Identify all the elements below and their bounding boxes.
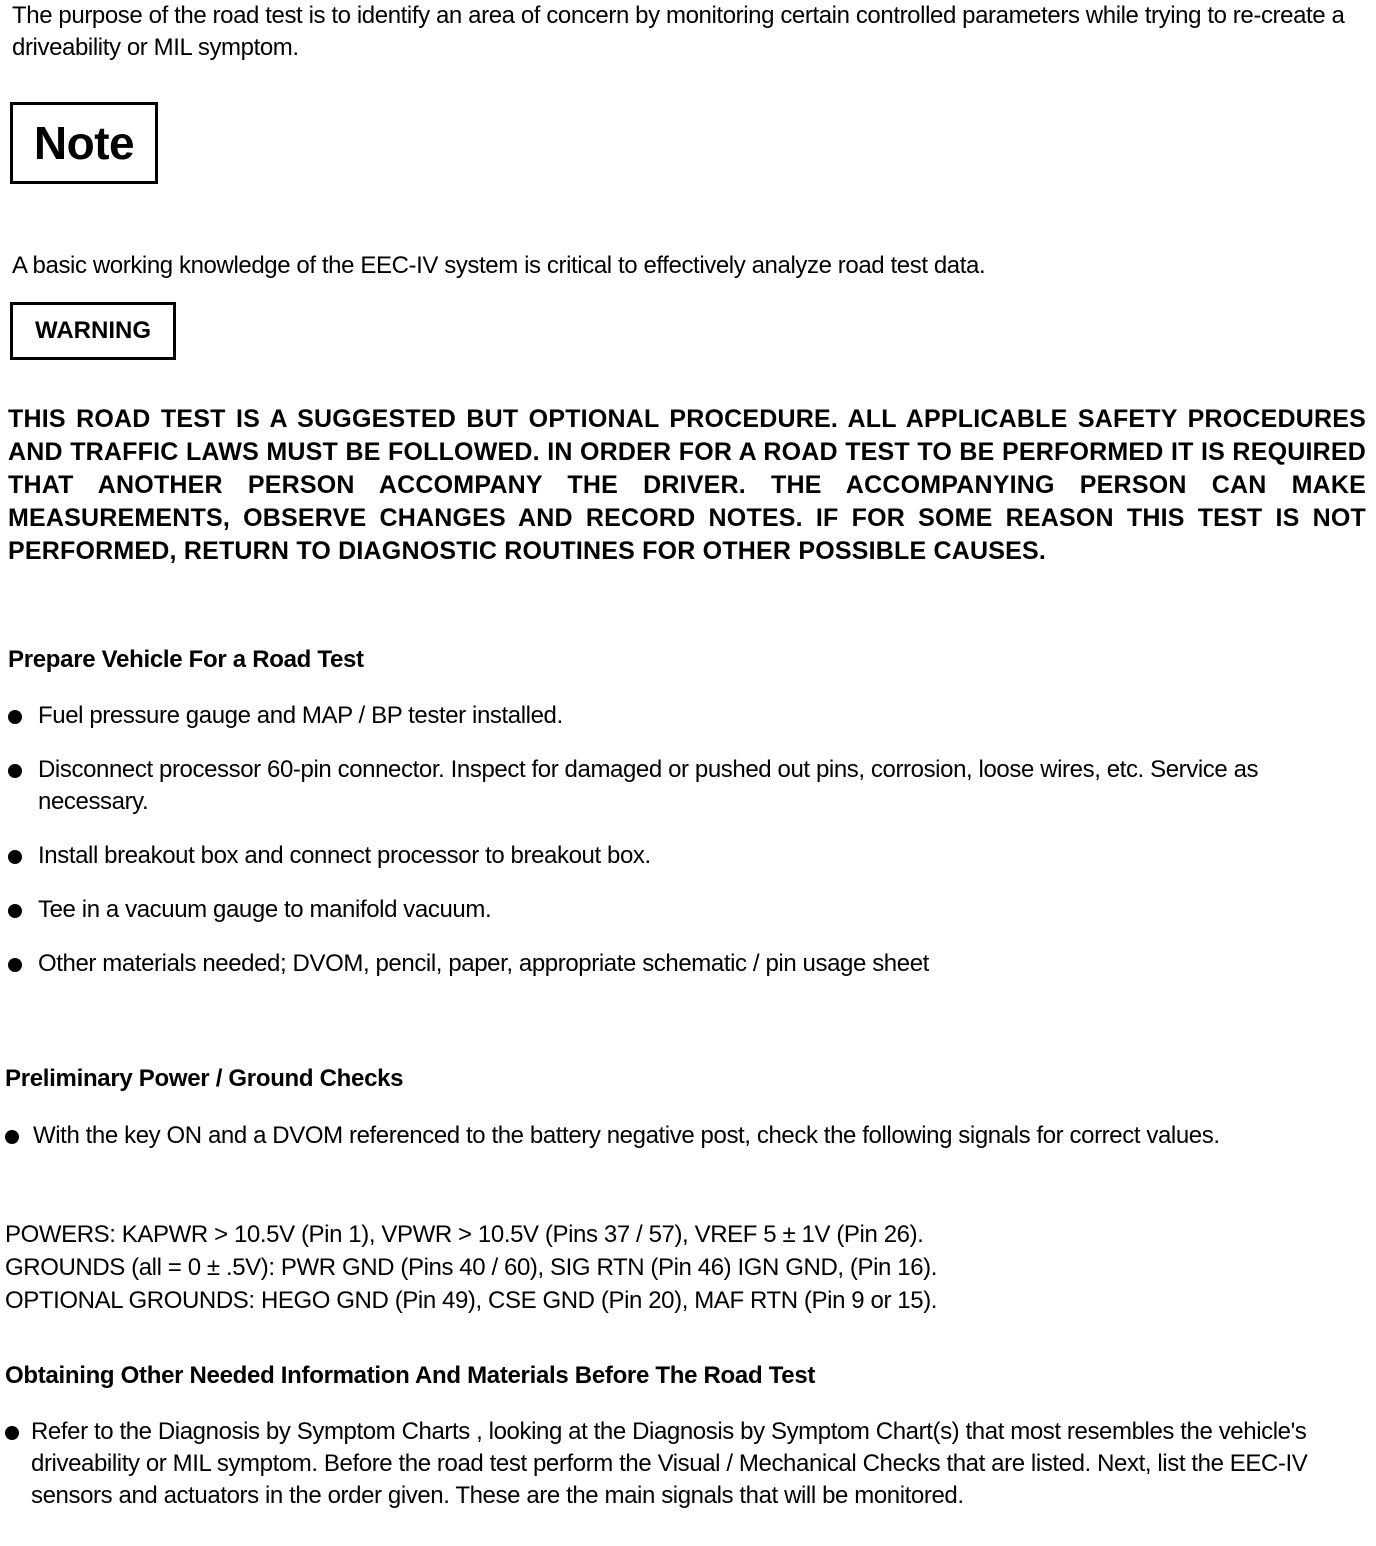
list-item-text: With the key ON and a DVOM referenced to the battery negative post, check the following signals for correct values. [33, 1122, 1220, 1149]
list-item-text: Disconnect processor 60-pin connector. Inspect for damaged or pushed out pins, corrosion, loose wires, etc. Service as necessary. [38, 756, 1259, 815]
bullet-icon [5, 1130, 19, 1144]
list-item-text: Refer to the Diagnosis by Symptom Charts , looking at the Diagnosis by Symptom Chart(s) that most resembles the vehicle's driveability or MIL symptom. Before the road test perform the Visual / Mechanical Checks that are listed. Next, list the EEC-IV sensors and actuators in the order given. These are the main signals that will be monitored. [31, 1418, 1308, 1509]
list-item [8, 948, 1368, 980]
bullet-icon [5, 1426, 19, 1440]
list-item-text: Install breakout box and connect processor to breakout box. [38, 842, 651, 869]
warning-label-box [10, 302, 176, 360]
bullet-icon [8, 958, 22, 972]
list-item [8, 840, 1368, 872]
obtaining-list [5, 1416, 1335, 1512]
bullet-icon [8, 904, 22, 918]
list-item [8, 754, 1368, 818]
note-label: Note [33, 117, 135, 169]
bullet-icon [8, 850, 22, 864]
warning-label: WARNING [35, 317, 151, 344]
warning-text: THIS ROAD TEST IS A SUGGESTED BUT OPTIONAL PROCEDURE. ALL APPLICABLE SAFETY PROCEDURES AND TRAFFIC LAWS MUST BE FOLLOWED. IN ORDER FOR A ROAD TEST TO BE PERFORMED IT IS REQUIRED THAT ANOTHER PERSON ACCOMPANY THE DRIVER. THE ACCOMPANYING PERSON CAN MAKE MEASUREMENTS, OBSERVE CHANGES AND RECORD NOTES. IF FOR SOME REASON THIS TEST IS NOT PERFORMED, RETURN TO DIAGNOSTIC ROUTINES FOR OTHER POSSIBLE CAUSES. [8, 405, 1366, 565]
bullet-icon [8, 764, 22, 778]
note-text: A basic working knowledge of the EEC-IV system is critical to effectively analyze road test data. [12, 252, 986, 279]
note-label-box [10, 102, 158, 184]
list-item [5, 1120, 1365, 1152]
prepare-heading: Prepare Vehicle For a Road Test [8, 646, 364, 673]
list-item-text: Fuel pressure gauge and MAP / BP tester installed. [38, 702, 563, 729]
list-item-text: Other materials needed; DVOM, pencil, paper, appropriate schematic / pin usage sheet [38, 950, 929, 977]
powers-line: POWERS: KAPWR > 10.5V (Pin 1), VPWR > 10.5V (Pins 37 / 57), VREF 5 ± 1V (Pin 26). [5, 1221, 924, 1248]
list-item [5, 1416, 1335, 1512]
grounds-line: GROUNDS (all = 0 ± .5V): PWR GND (Pins 40 / 60), SIG RTN (Pin 46) IGN GND, (Pin 16). [5, 1254, 938, 1281]
preliminary-list [5, 1120, 1365, 1152]
bullet-icon [8, 710, 22, 724]
intro-paragraph: The purpose of the road test is to identify an area of concern by monitoring certain controlled parameters while trying to re-create a driveability or MIL symptom. [12, 2, 1345, 61]
optional-grounds-line: OPTIONAL GROUNDS: HEGO GND (Pin 49), CSE GND (Pin 20), MAF RTN (Pin 9 or 15). [5, 1287, 938, 1314]
list-item [8, 894, 1368, 926]
obtaining-heading: Obtaining Other Needed Information And Materials Before The Road Test [5, 1362, 816, 1389]
list-item [8, 700, 1368, 732]
prepare-list [8, 700, 1368, 980]
list-item-text: Tee in a vacuum gauge to manifold vacuum. [38, 896, 492, 923]
preliminary-heading: Preliminary Power / Ground Checks [5, 1065, 404, 1092]
power-ground-checks [5, 1218, 1365, 1317]
